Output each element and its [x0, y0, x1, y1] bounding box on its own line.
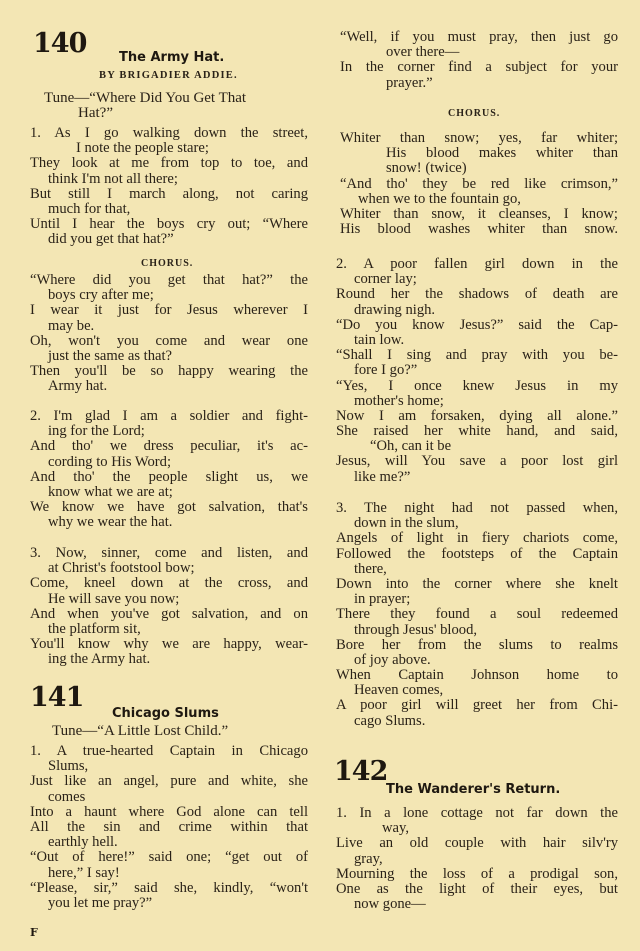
verse-line: gray, [354, 850, 383, 867]
verse-line: Oh, won't you come and wear one [30, 332, 308, 349]
verse-line: He will save you now; [48, 590, 180, 607]
verse-line: through Jesus' blood, [354, 621, 478, 638]
verse-line: at Christ's footstool bow; [48, 560, 195, 577]
verse-line: drawing nigh. [354, 301, 436, 318]
hymn-140-verse-1 [30, 126, 308, 248]
verse-line: His blood washes whiter than snow. [340, 221, 618, 238]
verse-line: down in the slum, [354, 515, 459, 532]
hymn-140-verse-3 [30, 546, 308, 668]
verse-line: now gone— [354, 896, 426, 913]
verse-line: There they found a soul redeemed [336, 606, 618, 623]
verse-line: Whiter than snow; yes, far whiter; [340, 130, 618, 146]
verse-line: “Oh, can it be [370, 438, 452, 455]
verse-line: may be. [48, 317, 95, 334]
verse-line: corner lay; [354, 271, 417, 288]
verse-line: “Well, if you must pray, then just go [340, 29, 618, 45]
chorus-label-141: CHORUS. [448, 108, 501, 119]
verse-line: prayer.” [386, 74, 433, 91]
verse-line: And when you've got salvation, and on [30, 605, 308, 622]
verse-line: ing for the Lord; [48, 423, 145, 440]
hymn-number-141: 141 [30, 682, 84, 713]
verse-line: I wear it just for Jesus wherever I [30, 302, 308, 319]
hymn-tune-140-line1: Tune—“Where Did You Get That [44, 90, 247, 106]
verse-line: “Shall I sing and pray with you be- [336, 347, 618, 364]
verse-line: why we wear the hat. [48, 514, 173, 531]
verse-line: like me?” [354, 468, 411, 485]
verse-line: 1. A true-hearted Captain in Chicago [30, 743, 308, 759]
verse-line: Heaven comes, [354, 682, 444, 699]
verse-line: And tho' we dress peculiar, it's ac- [30, 438, 308, 455]
verse-line: there, [354, 560, 387, 577]
verse-line: snow! (twice) [386, 160, 467, 177]
verse-line: Whiter than snow, it cleanses, I know; [340, 205, 618, 222]
verse-line: 2. I'm glad I am a soldier and fight- [30, 408, 308, 424]
verse-line: Slums, [48, 758, 89, 775]
verse-line: way, [382, 820, 410, 837]
hymn-number-140: 140 [33, 28, 87, 59]
verse-line: earthly hell. [48, 834, 118, 851]
verse-line: Down into the corner where she knelt [336, 575, 618, 592]
verse-line: Then you'll be so happy wearing the [30, 363, 308, 380]
hymn-141-chorus [340, 131, 618, 237]
verse-line: fore I go?” [354, 362, 418, 379]
hymn-tune-141: Tune—“A Little Lost Child.” [52, 723, 229, 739]
verse-line: cago Slums. [354, 712, 426, 729]
verse-line: But still I march along, not caring [30, 185, 308, 202]
hymn-141-verse-1-continued [340, 30, 618, 91]
verse-line: 1. As I go walking down the street, [30, 125, 308, 141]
verse-line: When Captain Johnson home to [336, 667, 618, 684]
hymn-tune-140-line2: Hat?” [78, 105, 113, 121]
verse-line: over there— [386, 44, 460, 61]
hymn-141-verse-1 [30, 744, 308, 911]
verse-line: comes [48, 788, 86, 805]
verse-line: “Out of here!” said one; “get out of [30, 849, 308, 866]
verse-line: when we to the fountain go, [358, 190, 521, 207]
page-signature-mark: F [30, 926, 38, 939]
verse-line: Followed the footsteps of the Captain [336, 545, 618, 562]
hymn-title-140: The Army Hat. [119, 50, 225, 65]
verse-line: 3. The night had not passed when, [336, 500, 618, 516]
verse-line: Now I am forsaken, dying all alone.” [336, 407, 618, 424]
verse-line: just the same as that? [48, 347, 173, 364]
verse-line: cording to His Word; [48, 453, 171, 470]
verse-line: She raised her white hand, and said, [336, 423, 618, 440]
verse-line: 1. In a lone cottage not far down the [336, 805, 618, 821]
verse-line: ing the Army hat. [48, 651, 151, 668]
verse-line: “Do you know Jesus?” said the Cap- [336, 316, 618, 333]
verse-line: Live an old couple with hair silv'ry [336, 835, 618, 852]
hymn-title-141: Chicago Slums [112, 706, 219, 721]
verse-line: did you get that hat?” [48, 231, 174, 248]
verse-line: Just like an angel, pure and white, she [30, 773, 308, 790]
verse-line: Until I hear the boys cry out; “Where [30, 216, 308, 233]
verse-line: I note the people stare; [76, 140, 209, 157]
verse-line: “Yes, I once knew Jesus in my [336, 377, 618, 394]
hymn-number-142: 142 [334, 756, 388, 787]
verse-line: Round her the shadows of death are [336, 286, 618, 303]
verse-line: much for that, [48, 200, 131, 217]
verse-line: And tho' the people slight us, we [30, 468, 308, 485]
verse-line: know what we are at; [48, 483, 173, 500]
verse-line: All the sin and crime within that [30, 818, 308, 835]
verse-line: think I'm not all there; [48, 170, 178, 187]
verse-line: Jesus, will You save a poor lost girl [336, 453, 618, 470]
verse-line: mother's home; [354, 392, 444, 409]
verse-line: 2. A poor fallen girl down in the [336, 256, 618, 272]
verse-line: you let me pray?” [48, 894, 153, 911]
verse-line: One as the light of their eyes, but [336, 880, 618, 897]
hymn-141-verse-3 [336, 501, 618, 729]
hymn-142-verse-1 [336, 806, 618, 912]
verse-line: of joy above. [354, 651, 431, 668]
hymn-140-chorus [30, 273, 308, 395]
verse-line: the platform sit, [48, 620, 141, 637]
verse-line: “Where did you get that hat?” the [30, 272, 308, 288]
verse-line: “Please, sir,” said she, kindly, “won't [30, 879, 308, 896]
verse-line: You'll know why we are happy, wear- [30, 636, 308, 653]
verse-line: boys cry after me; [48, 287, 154, 304]
verse-line: in prayer; [354, 591, 411, 608]
verse-line: Come, kneel down at the cross, and [30, 575, 308, 592]
verse-line: tain low. [354, 331, 405, 348]
hymn-140-verse-2 [30, 409, 308, 531]
verse-line: here,” I say! [48, 864, 120, 881]
verse-line: They look at me from top to toe, and [30, 155, 308, 172]
verse-line: 3. Now, sinner, come and listen, and [30, 545, 308, 561]
hymn-author-140: BY BRIGADIER ADDIE. [99, 70, 238, 81]
verse-line: “And tho' they be red like crimson,” [340, 175, 618, 192]
verse-line: In the corner find a subject for your [340, 59, 618, 76]
hymn-title-142: The Wanderer's Return. [386, 782, 561, 797]
hymn-141-verse-2 [336, 257, 618, 485]
verse-line: Mourning the loss of a prodigal son, [336, 865, 618, 882]
verse-line: A poor girl will greet her from Chi- [336, 697, 618, 714]
chorus-label-140: CHORUS. [141, 258, 194, 269]
verse-line: Army hat. [48, 378, 108, 395]
verse-line: We know we have got salvation, that's [30, 499, 308, 516]
verse-line: Angels of light in fiery chariots come, [336, 530, 618, 547]
verse-line: Into a haunt where God alone can tell [30, 803, 308, 820]
verse-line: His blood makes whiter than [386, 145, 618, 162]
verse-line: Bore her from the slums to realms [336, 636, 618, 653]
